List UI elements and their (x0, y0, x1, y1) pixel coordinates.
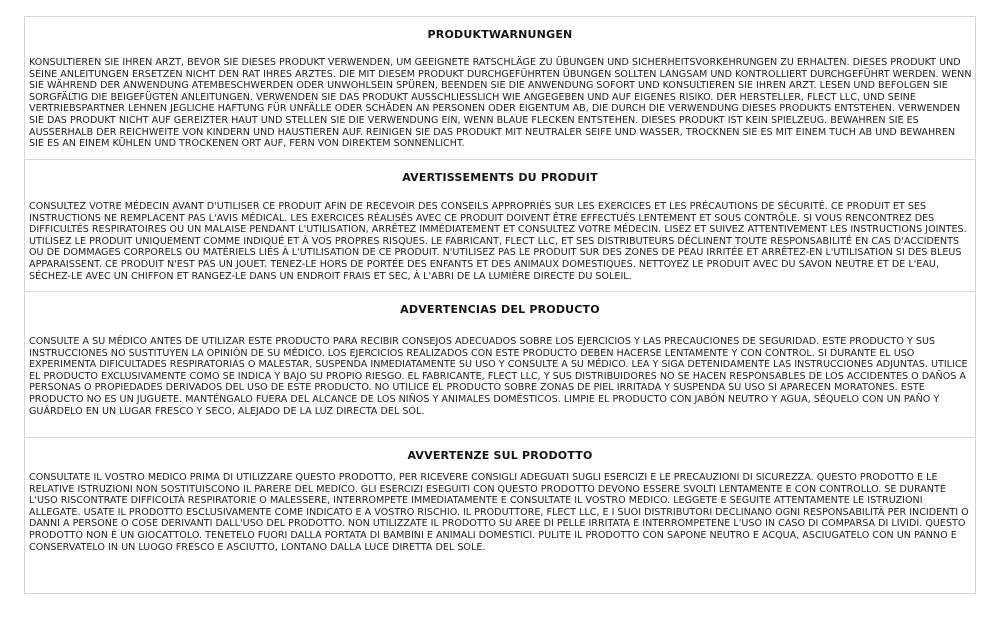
section-title-french: AVERTISSEMENTS DU PRODUIT (402, 171, 598, 184)
section-body-german: KONSULTIEREN SIE IHREN ARZT, BEVOR SIE DIESES PRODUKT VERWENDEN, UM GEEIGNETE RATSCHLÄGE ZU ÜBUNGEN UND SICHERHEITSVORKEHRUNGEN ZU ERHALTEN. DIESES PRODUKT UND SEINE ANLEITUNGEN ERSETZEN NICHT DEN RAT IHRES ARZTES. DIE MIT DIESEM PRODUKT DURCHGEFÜHRTEN ÜBUNGEN SOLLTEN LANGSAM UND KONTROLLIERT DURCHGEFÜHRT WERDEN. WENN SIE WÄHREND DER ANWENDUNG ATEMBESCHWERDEN ODER UNWOHLSEIN SPÜREN, BEENDEN SIE DIE ANWENDUNG SOFORT UND KONSULTIEREN SIE IHREN ARZT. LESEN UND BEFOLGEN SIE SORGFÄLTIG DIE BEIGEFÜGTEN ANLEITUNGEN. VERWENDEN SIE DAS PRODUKT AUSSCHLIESSLICH WIE ANGEGEBEN UND AUF EIGENES RISIKO. DER HERSTELLER, FLECT LLC, UND SEINE VERTRIEBSPARTNER LEHNEN JEGLICHE HAFTUNG FÜR UNFÄLLE ODER SCHÄDEN AN PERSONEN ODER EIGENTUM AB, DIE DURCH DIE VERWENDUNG DIESES PRODUKTS ENTSTEHEN. VERWENDEN SIE DAS PRODUKT NICHT AUF GEREIZTER HAUT UND STELLEN SIE DIE VERWENDUNG EIN, WENN BLAUE FLECKEN ENTSTEHEN. DIESES PRODUKT IST KEIN SPIELZEUG. BEWAHREN SIE ES AUSSERHALB DER REICHWEITE VON KINDERN UND HAUSTIEREN AUF. REINIGEN SIE DAS PRODUKT MIT NEUTRALER SEIFE UND WASSER, TROCKNEN SIE ES MIT EINEM TUCH AB UND BEWAHREN SIE ES AN EINEM KÜHLEN UND TROCKENEN ORT AUF, FERN VON DIREKTEM SONNENLICHT. (29, 57, 972, 150)
section-body-french: CONSULTEZ VOTRE MÉDECIN AVANT D'UTILISER CE PRODUIT AFIN DE RECEVOIR DES CONSEILS APPROPRIÉS SUR LES EXERCICES ET LES PRÉCAUTIONS DE SÉCURITÉ. CE PRODUIT ET SES INSTRUCTIONS NE REMPLACENT PAS L'AVIS MÉDICAL. LES EXERCICES RÉALISÉS AVEC CE PRODUIT DOIVENT ÊTRE EFFECTUÉS LENTEMENT ET SOUS CONTRÔLE. SI VOUS RENCONTREZ DES DIFFICULTÉS RESPIRATOIRES OU UN MALAISE PENDANT L'UTILISATION, ARRÊTEZ IMMÉDIATEMENT ET CONSULTEZ VOTRE MÉDECIN. LISEZ ET SUIVEZ ATTENTIVEMENT LES INSTRUCTIONS JOINTES. UTILISEZ LE PRODUIT UNIQUEMENT COMME INDIQUÉ ET À VOS PROPRES RISQUES. LE FABRICANT, FLECT LLC, ET SES DISTRIBUTEURS DÉCLINENT TOUTE RESPONSABILITÉ EN CAS D'ACCIDENTS OU DE DOMMAGES CORPORELS OU MATÉRIELS LIÉS À L'UTILISATION DE CE PRODUIT. N'UTILISEZ PAS LE PRODUIT SUR DES ZONES DE PEAU IRRITÉE ET ARRÊTEZ-EN L'UTILISATION SI DES BLEUS APPARAISSENT. CE PRODUIT N'EST PAS UN JOUET. TENEZ-LE HORS DE PORTÉE DES ENFANTS ET DES ANIMAUX DOMESTIQUES. NETTOYEZ LE PRODUIT AVEC DU SAVON NEUTRE ET DE L'EAU, SÉCHEZ-LE AVEC UN CHIFFON ET RANGEZ-LE DANS UN ENDROIT FRAIS ET SEC, À L'ABRI DE LA LUMIÈRE DIRECTE DU SOLEIL. (29, 201, 967, 282)
section-title-spanish: ADVERTENCIAS DEL PRODUCTO (400, 303, 600, 316)
section-body-spanish: CONSULTE A SU MÉDICO ANTES DE UTILIZAR ESTE PRODUCTO PARA RECIBIR CONSEJOS ADECUADOS SOBRE LOS EJERCICIOS Y LAS PRECAUCIONES DE SEGURIDAD. ESTE PRODUCTO Y SUS INSTRUCCIONES NO SUSTITUYEN LA OPINIÓN DE SU MÉDICO. LOS EJERCICIOS REALIZADOS CON ESTE PRODUCTO DEBEN HACERSE LENTAMENTE Y CON CONTROL. SI DURANTE EL USO EXPERIMENTA DIFICULTADES RESPIRATORIAS O MALESTAR, SUSPENDA INMEDIATAMENTE SU USO Y CONSULTE A SU MÉDICO. LEA Y SIGA DETENIDAMENTE LAS INSTRUCCIONES ADJUNTAS. UTILICE EL PRODUCTO EXCLUSIVAMENTE COMO SE INDICA Y BAJO SU PROPIO RIESGO. EL FABRICANTE, FLECT LLC, Y SUS DISTRIBUIDORES NO SE HACEN RESPONSABLES DE LOS ACCIDENTES O DAÑOS A PERSONAS O PROPIEDADES DERIVADOS DEL USO DE ESTE PRODUCTO. NO UTILICE EL PRODUCTO SOBRE ZONAS DE PIEL IRRITADA Y SUSPENDA SU USO SI APARECEN MORATONES. ESTE PRODUCTO NO ES UN JUGUETE. MANTÉNGALO FUERA DEL ALCANCE DE LOS NIÑOS Y ANIMALES DOMÉSTICOS. LIMPIE EL PRODUCTO CON JABÓN NEUTRO Y AGUA, SÉQUELO CON UN PAÑO Y GUÁRDELO EN UN LUGAR FRESCO Y SECO, ALEJADO DE LA LUZ DIRECTA DEL SOL. (29, 336, 968, 417)
section-title-italian: AVVERTENZE SUL PRODOTTO (407, 449, 593, 462)
product-warnings-document (24, 16, 976, 594)
section-body-italian: CONSULTATE IL VOSTRO MEDICO PRIMA DI UTILIZZARE QUESTO PRODOTTO, PER RICEVERE CONSIGLI ADEGUATI SUGLI ESERCIZI E LE PRECAUZIONI DI SICUREZZA. QUESTO PRODOTTO E LE RELATIVE ISTRUZIONI NON SOSTITUISCONO IL PARERE DEL MEDICO. GLI ESERCIZI ESEGUITI CON QUESTO PRODOTTO DEVONO ESSERE SVOLTI LENTAMENTE E CON CONTROLLO. SE DURANTE L'USO RISCONTRATE DIFFICOLTÀ RESPIRATORIE O MALESSERE, INTERROMPETE IMMEDIATAMENTE E CONSULTATE IL VOSTRO MEDICO. LEGGETE E SEGUITE ATTENTAMENTE LE ISTRUZIONI ALLEGATE. USATE IL PRODOTTO ESCLUSIVAMENTE COME INDICATO E A VOSTRO RISCHIO. IL PRODUTTORE, FLECT LLC, E I SUOI DISTRIBUTORI DECLINANO OGNI RESPONSABILITÀ PER INCIDENTI O DANNI A PERSONE O COSE DERIVANTI DALL'USO DEL PRODOTTO. NON UTILIZZATE IL PRODOTTO SU AREE DI PELLE IRRITATA E INTERROMPETENE L'USO IN CASO DI COMPARSA DI LIVIDI. QUESTO PRODOTTO NON È UN GIOCATTOLO. TENETELO FUORI DALLA PORTATA DI BAMBINI E ANIMALI DOMESTICI. PULITE IL PRODOTTO CON SAPONE NEUTRO E ACQUA, ASCIUGATELO CON UN PANNO E CONSERVATELO IN UN LUOGO FRESCO E ASCIUTTO, LONTANO DALLA LUCE DIRETTA DEL SOLE. (29, 472, 969, 553)
section-divider (25, 291, 975, 292)
section-divider (25, 159, 975, 160)
section-title-german: PRODUKTWARNUNGEN (427, 28, 573, 41)
section-divider (25, 437, 975, 438)
